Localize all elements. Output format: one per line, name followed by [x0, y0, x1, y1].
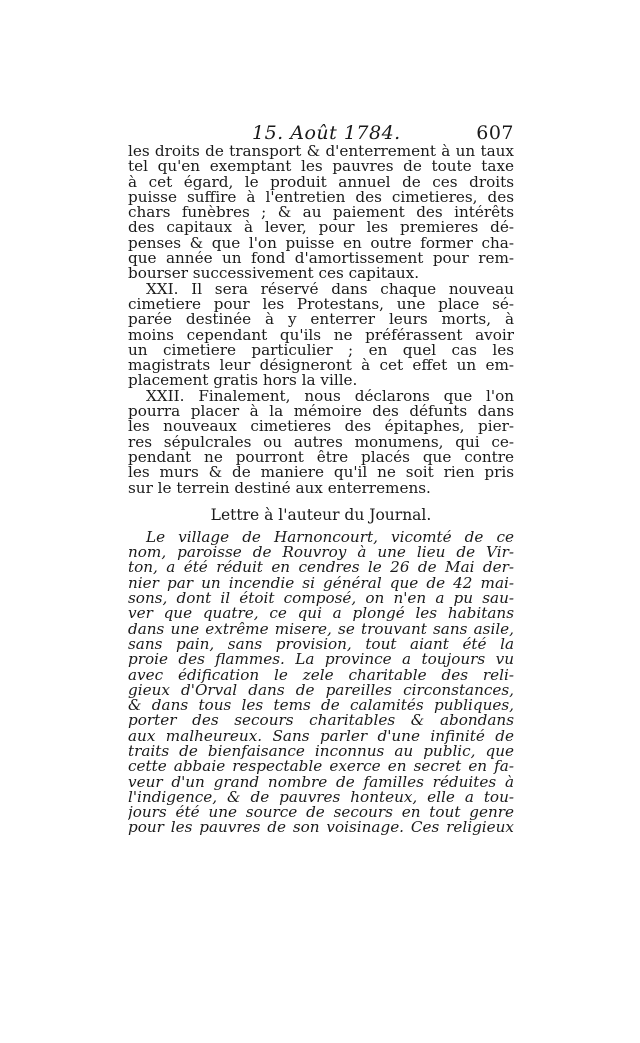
text-line: sons, dont il étoit composé, on n'en a pu sau- — [128, 591, 514, 607]
letter-heading: Lettre à l'auteur du Journal. — [210, 505, 432, 524]
text-line: un cimetiere particulier ; en quel cas les — [128, 342, 514, 359]
page-number: 607 — [476, 122, 514, 144]
text-line: XXII. Finalement, nous déclarons que l'on — [146, 388, 514, 405]
text-line: placement gratis hors la ville. — [128, 373, 358, 389]
book-page — [128, 122, 514, 836]
running-head — [128, 122, 514, 144]
text-line: magistrats leur désigneront à cet effet un em- — [128, 358, 514, 374]
text-line: chars funèbres ; & au paiement des intérêts — [128, 205, 514, 221]
text-line: XXI. Il sera réservé dans chaque nouveau — [146, 281, 514, 297]
text-line: nom, paroisse de Rouvroy à une lieu de Vir- — [128, 545, 514, 561]
text-line: cimetiere pour les Protestans, une place sé- — [128, 296, 514, 313]
text-line: parée destinée à y enterrer leurs morts, à — [128, 312, 514, 328]
text-line: cette abbaie respectable exerce en secret en fa- — [128, 759, 514, 775]
text-line: que année un fond d'amortissement pour rem- — [128, 251, 514, 267]
text-line: les nouveaux cimetieres des épitaphes, pier- — [128, 419, 514, 435]
text-line: pour les pauvres de son voisinage. Ces religieux — [128, 820, 514, 836]
text-line: porter des secours charitables & abondans — [128, 713, 514, 729]
text-line: les murs & de maniere qu'il ne soit rien pris — [128, 465, 514, 481]
text-line: penses & que l'on puisse en outre former cha- — [128, 235, 514, 252]
paragraph-article-xxi — [128, 282, 514, 389]
text-line: moins cependant qu'ils ne préférassent avoir — [128, 327, 514, 343]
text-line: tel qu'en exemptant les pauvres de toute taxe — [128, 159, 514, 175]
paragraph-article-xxii — [128, 389, 514, 496]
text-line: sur le terrein destiné aux enterremens. — [128, 480, 431, 496]
paragraph-letter — [128, 530, 514, 836]
text-line: ton, a été réduit en cendres le 26 de Mai der- — [128, 560, 514, 576]
text-line: l'indigence, & de pauvres honteux, elle a tou- — [128, 789, 514, 806]
text-line: ver que quatre, ce qui a plongé les habitans — [128, 606, 514, 622]
text-line: & dans tous les tems de calamités publiques, — [128, 698, 514, 714]
text-line: des capitaux à lever, pour les premieres dé- — [128, 220, 514, 236]
text-line: nier par un incendie si général que de 42 mai- — [128, 575, 514, 592]
text-line: jours été une source de secours en tout genre — [128, 805, 514, 821]
text-line: à cet égard, le produit annuel de ces droits — [128, 174, 514, 190]
text-line: pendant ne pourront être placés que contre — [128, 449, 514, 466]
text-line: aux malheureux. Sans parler d'une infinité de — [128, 728, 514, 744]
text-line: avec édification le zele charitable des reli- — [128, 667, 514, 683]
text-line: gieux d'Orval dans de pareilles circonstances, — [128, 682, 514, 699]
text-line: pourra placer à la mémoire des défunts dans — [128, 404, 514, 420]
text-line: traits de bienfaisance inconnus au public, que — [128, 743, 514, 760]
text-line: proie des flammes. La province a toujours vu — [128, 652, 514, 668]
paragraph-taxes — [128, 144, 514, 282]
text-line: sans pain, sans provision, tout aiant été la — [128, 636, 514, 653]
text-line: puisse suffire à l'entretien des cimetieres, des — [128, 189, 514, 206]
text-line: Le village de Harnoncourt, vicomté de ce — [146, 529, 514, 546]
text-line: les droits de transport & d'enterrement à un taux — [128, 144, 514, 160]
text-line: dans une extrême misere, se trouvant sans asile, — [128, 621, 514, 637]
text-line: bourser successivement ces capitaux. — [128, 266, 420, 282]
text-line: veur d'un grand nombre de familles réduites à — [128, 774, 514, 790]
text-line: res sépulcrales ou autres monumens, qui ce- — [128, 434, 514, 450]
running-head-date: 15. Août 1784. — [252, 122, 401, 144]
